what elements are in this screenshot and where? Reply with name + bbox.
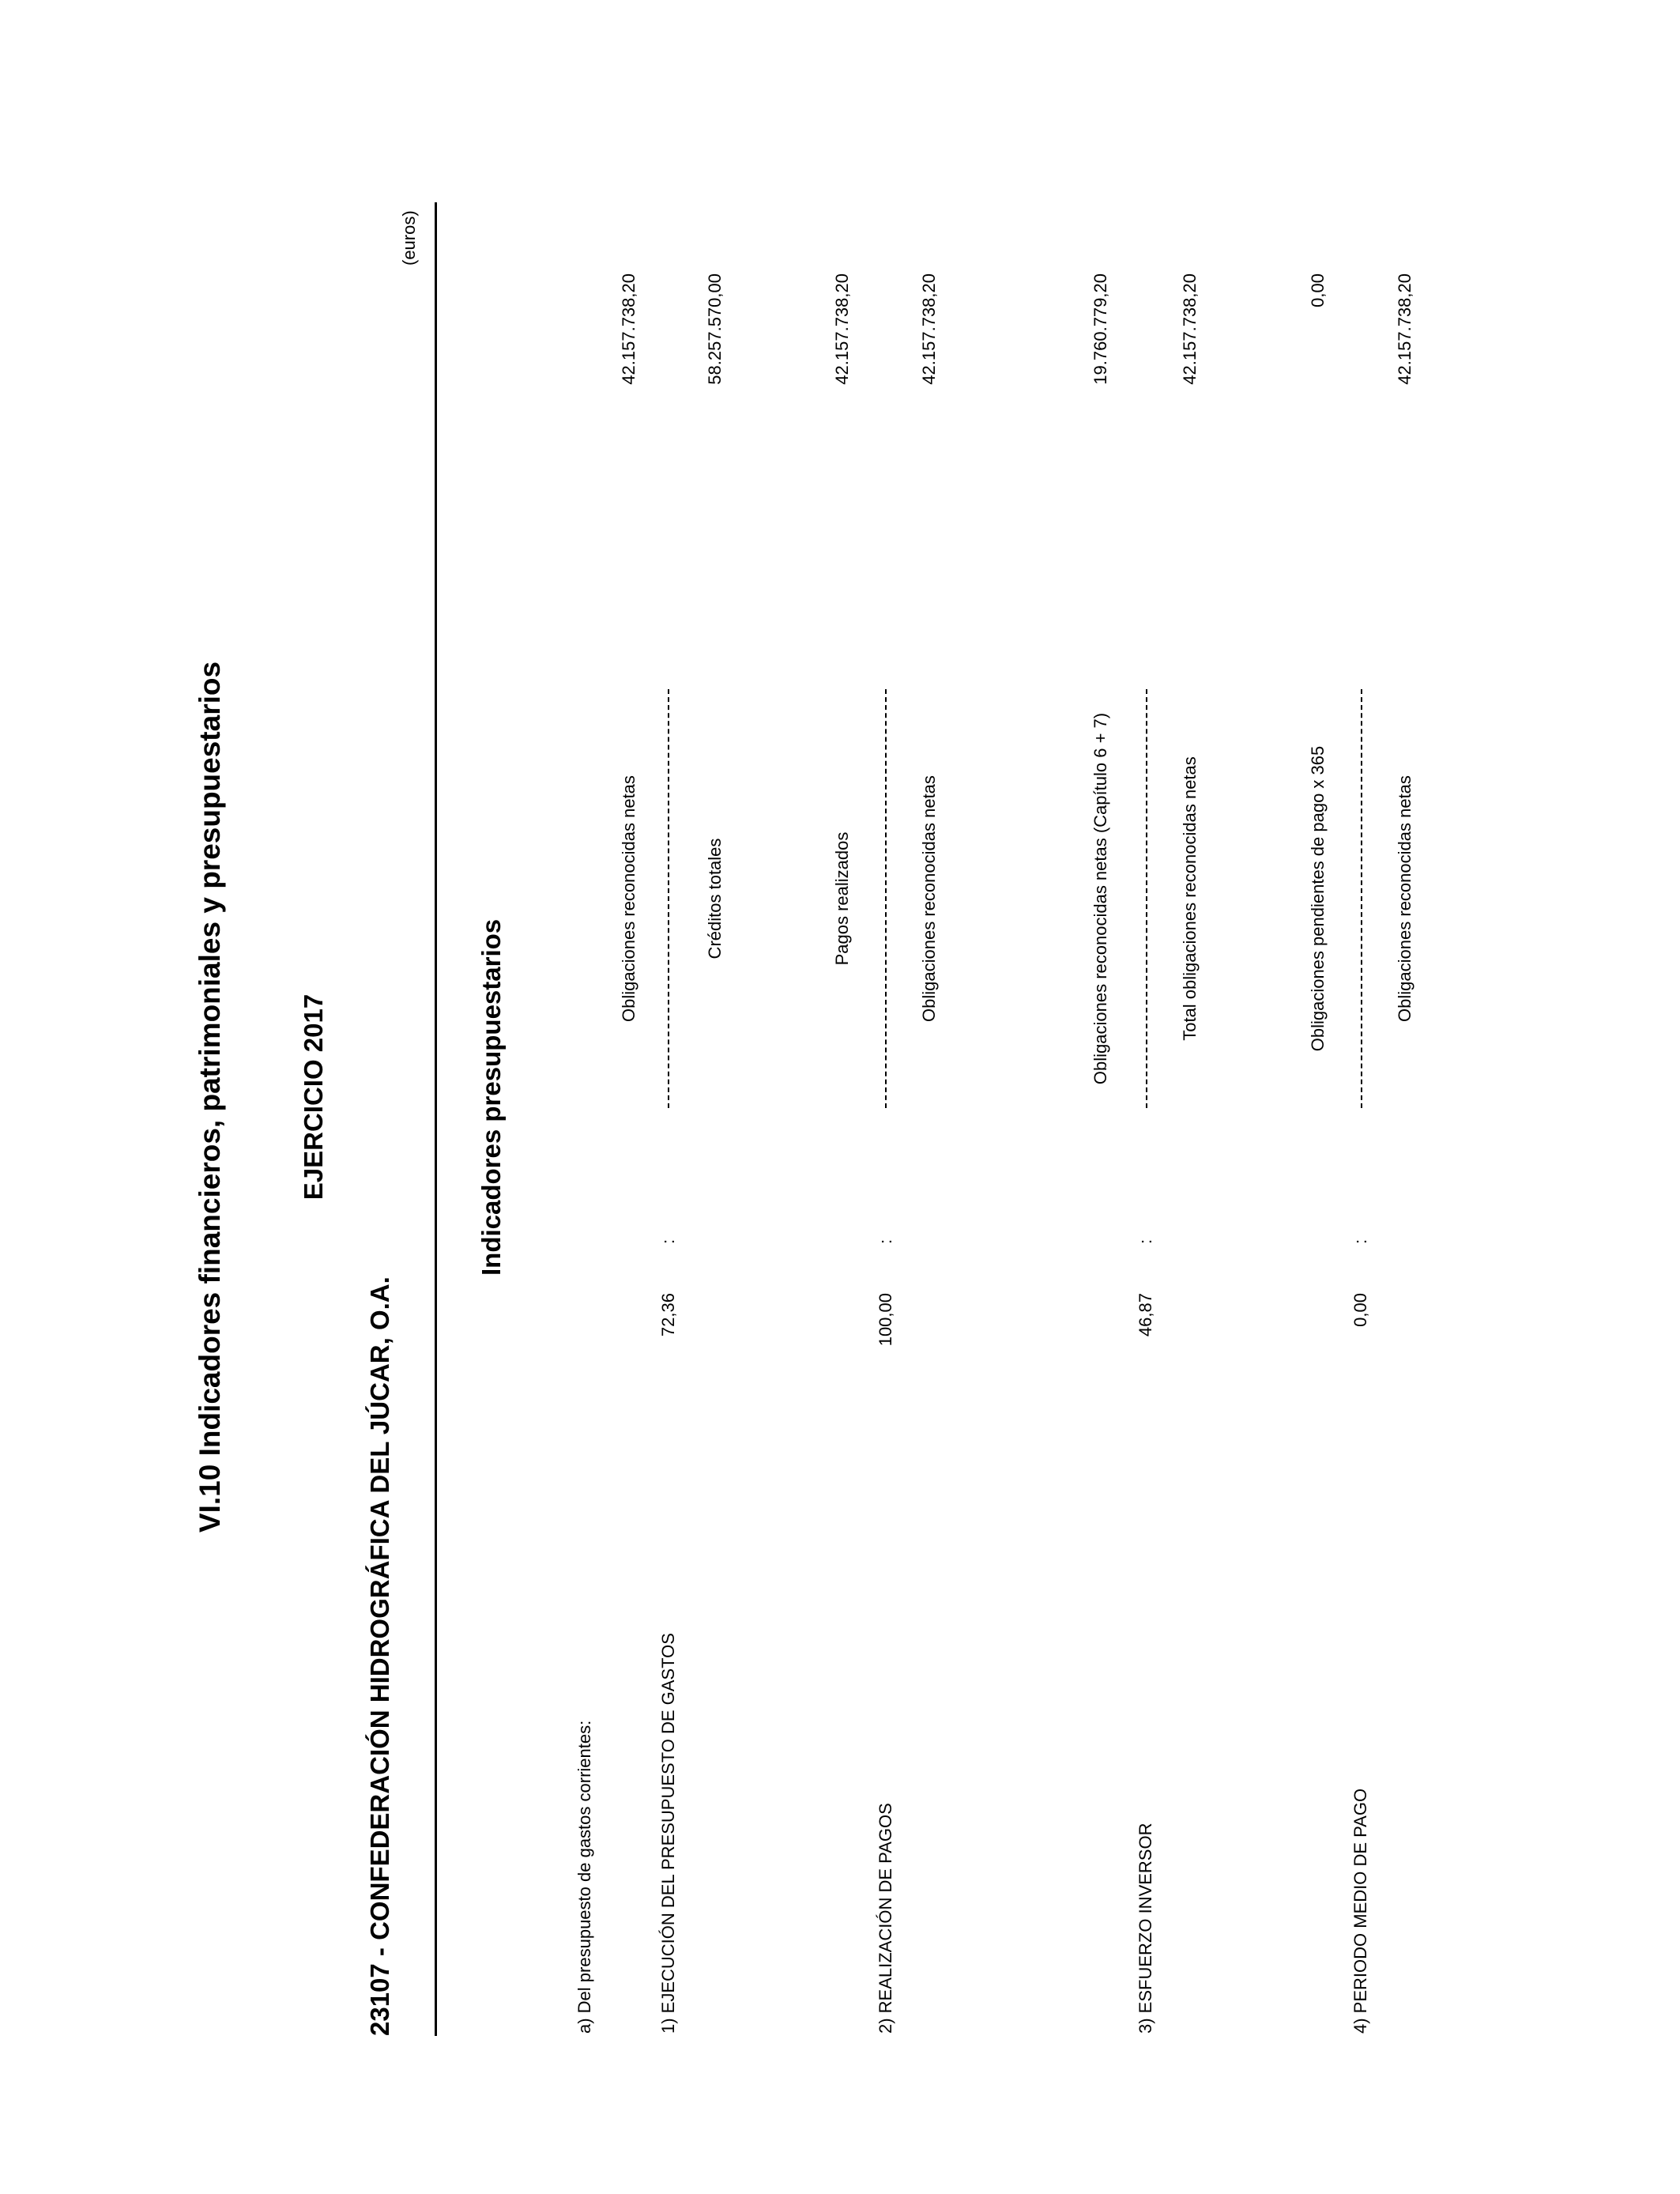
numerator-value: 42.157.738,20 <box>619 273 638 385</box>
organization-name: 23107 - CONFEDERACIÓN HIDROGRÁFICA DEL JÚCAR, O.A. <box>365 1276 394 2036</box>
numerator-label: Obligaciones reconocidas netas (Capítulo 6 + 7) <box>1090 712 1110 1085</box>
numerator-label: Pagos realizados <box>832 831 852 966</box>
fraction-line <box>1361 689 1362 1108</box>
indicator-separator: : <box>658 1238 678 1244</box>
report-title: VI.10 Indicadores financieros, patrimoniales y presupuestarios <box>194 661 226 1533</box>
subsection-label: a) Del presupuesto de gastos corrientes: <box>574 1720 594 2034</box>
numerator-value: 0,00 <box>1308 273 1328 307</box>
indicator-name: 2) REALIZACIÓN DE PAGOS <box>876 1803 895 2034</box>
fraction-line <box>885 689 887 1108</box>
denominator-value: 42.157.738,20 <box>1395 273 1414 385</box>
header-divider <box>435 202 437 2036</box>
denominator-label: Créditos totales <box>705 838 725 959</box>
fraction-line <box>1146 689 1147 1108</box>
indicator-result: 100,00 <box>876 1293 895 1347</box>
currency-unit: (euros) <box>399 210 419 266</box>
indicator-separator: : <box>876 1238 895 1244</box>
indicator-result: 46,87 <box>1136 1293 1155 1337</box>
denominator-value: 42.157.738,20 <box>919 273 939 385</box>
indicator-result: 72,36 <box>658 1293 678 1337</box>
indicator-result: 0,00 <box>1350 1293 1370 1327</box>
indicator-name: 4) PERIODO MEDIO DE PAGO <box>1350 1788 1370 2034</box>
numerator-value: 19.760.779,20 <box>1090 273 1110 385</box>
indicator-name: 1) EJECUCIÓN DEL PRESUPUESTO DE GASTOS <box>658 1633 678 2034</box>
section-heading: Indicadores presupuestarios <box>477 918 506 1276</box>
denominator-label: Obligaciones reconocidas netas <box>1395 775 1414 1022</box>
fraction-line <box>668 689 669 1108</box>
denominator-value: 42.157.738,20 <box>1180 273 1200 385</box>
numerator-label: Obligaciones reconocidas netas <box>619 775 638 1022</box>
numerator-label: Obligaciones pendientes de pago x 365 <box>1308 745 1328 1052</box>
indicator-separator: : <box>1136 1238 1155 1244</box>
indicator-name: 3) ESFUERZO INVERSOR <box>1136 1823 1155 2034</box>
denominator-label: Obligaciones reconocidas netas <box>919 775 939 1022</box>
denominator-value: 58.257.570,00 <box>705 273 725 385</box>
numerator-value: 42.157.738,20 <box>832 273 852 385</box>
indicator-separator: : <box>1350 1238 1370 1244</box>
fiscal-year: EJERCICIO 2017 <box>299 993 328 1201</box>
denominator-label: Total obligaciones reconocidas netas <box>1180 756 1200 1041</box>
